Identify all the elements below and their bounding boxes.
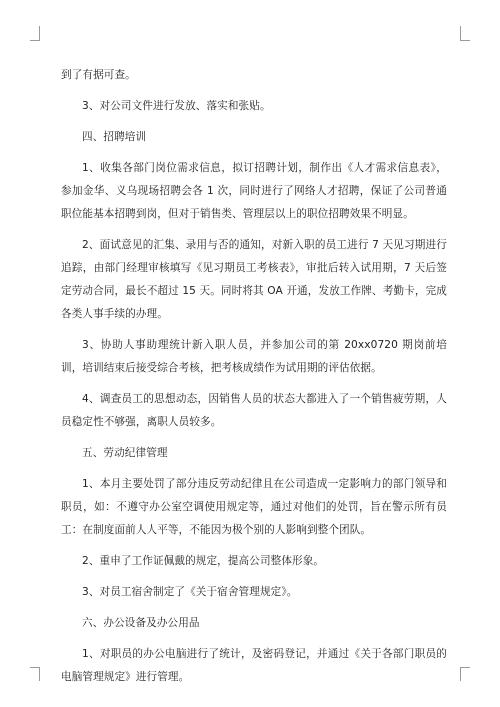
section-heading-office-equipment: 六、办公设备及办公用品 xyxy=(82,617,200,629)
section-heading-recruitment: 四、招聘培训 xyxy=(82,131,147,143)
paragraph-discipline-1: 1、本月主要处罚了部分违反劳动纪律且在公司造成一定影响力的部门领导和职员，如：不遵守办公室空调使用规定等，通过对他们的处罚，旨在警示所有员工：在制度面前人人平等，不能因为极个别的人影响到整个团队。 xyxy=(61,478,447,536)
paragraph-discipline-2: 2、重申了工作证佩戴的规定，提高公司整体形象。 xyxy=(82,555,325,567)
section-heading-discipline: 五、劳动纪律管理 xyxy=(82,447,168,459)
paragraph-continuation: 到了有据可查。 xyxy=(61,69,136,81)
paragraph-office-equipment-1: 1、对职员的办公电脑进行了统计，及密码登记，并通过《关于各部门职员的电脑管理规定》进行管理。 xyxy=(61,648,447,683)
paragraph-discipline-3: 3、对员工宿舍制定了《关于宿舍管理规定》。 xyxy=(82,586,298,598)
paragraph-recruitment-3: 3、协助人事助理统计新入职人员，并参加公司的第 20xx0720 期岗前培训，培训结束后接受综合考核，把考核成绩作为试用期的评估依据。 xyxy=(61,339,447,374)
document-body xyxy=(61,64,447,697)
paragraph-recruitment-1: 1、收集各部门岗位需求信息，拟订招聘计划，制作出《人才需求信息表》，参加金华、义乌现场招聘会各 1 次，同时进行了网络人才招聘，保证了公司普通职位能基本招聘到岗，但对于销售类、管理层以上的职位招聘效果不明显。 xyxy=(61,162,447,220)
paragraph-recruitment-4: 4、调查员工的思想动态，因销售人员的状态大都进入了一个销售疲劳期，人员稳定性不够强，离职人员较多。 xyxy=(61,393,447,428)
paragraph-file-distribution: 3、对公司文件进行发放、落实和张贴。 xyxy=(82,100,271,112)
paragraph-recruitment-2: 2、面试意见的汇集、录用与否的通知，对新入职的员工进行 7 天见习期进行追踪，由部门经理审核填写《见习期员工考核表》，审批后转入试用期，7 天后签定劳动合同，最长不超过 15 天。同时将其 OA 开通，发放工作牌、考勤卡，完成各类人事手续的办理。 xyxy=(61,239,447,320)
